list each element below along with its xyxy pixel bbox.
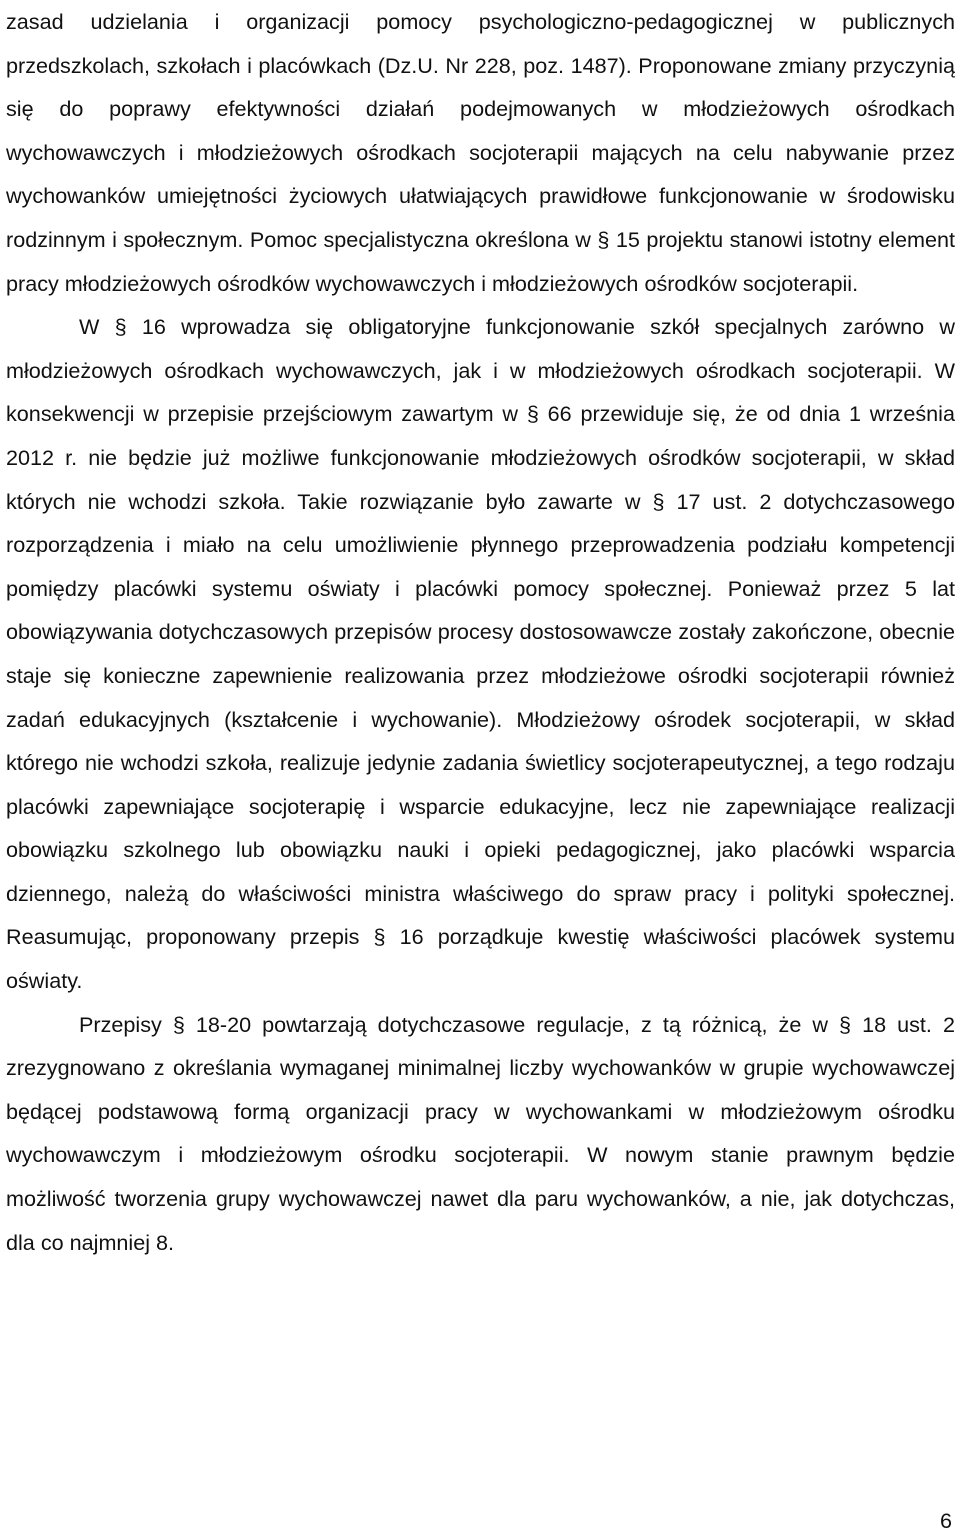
page-number: 6 bbox=[939, 1508, 952, 1533]
paragraph-3: Przepisy § 18-20 powtarzają dotychczasowe regulacje, z tą różnicą, że w § 18 ust. 2 zrezygnowano z określania wymaganej minimalnej liczby wychowanków w grupie wychowawczej będącej podstawową formą organizacji pracy w wychowankami w młodzieżowym ośrodku wychowawczym i młodzieżowym ośrodku socjoterapii. W nowym stanie prawnym będzie możliwość tworzenia grupy wychowawczej nawet dla paru wychowanków, a nie, jak dotychczas, dla co najmniej 8. bbox=[6, 1011, 955, 1255]
paragraph-1: zasad udzielania i organizacji pomocy psychologiczno-pedagogicznej w publicznych przedszkolach, szkołach i placówkach (Dz.U. Nr 228, poz. 1487). Proponowane zmiany przyczynią się do poprawy efektywności działań podejmowanych w młodzieżowych ośrodkach wychowawczych i młodzieżowych ośrodkach socjoterapii mających na celu nabywanie przez wychowanków umiejętności życiowych ułatwiających prawidłowe funkcjonowanie w środowisku rodzinnym i społecznym. Pomoc specjalistyczna określona w § 15 projektu stanowi istotny element pracy młodzieżowych ośrodków wychowawczych i młodzieżowych ośrodków socjoterapii. bbox=[6, 9, 955, 296]
document-page bbox=[6, 0, 955, 1264]
paragraph-2: W § 16 wprowadza się obligatoryjne funkcjonowanie szkół specjalnych zarówno w młodzieżowych ośrodkach wychowawczych, jak i w młodzieżowych ośrodkach socjoterapii. W konsekwencji w przepisie przejściowym zawartym w § 66 przewiduje się, że od dnia 1 września 2012 r. nie będzie już możliwe funkcjonowanie młodzieżowych ośrodków socjoterapii, w skład których nie wchodzi szkoła. Takie rozwiązanie było zawarte w § 17 ust. 2 dotychczasowego rozporządzenia i miało na celu umożliwienie płynnego przeprowadzenia podziału kompetencji pomiędzy placówki systemu oświaty i placówki pomocy społecznej. Ponieważ przez 5 lat obowiązywania dotychczasowych przepisów procesy dostosowawcze zostały zakończone, obecnie staje się konieczne zapewnienie realizowania przez młodzieżowe ośrodki socjoterapii również zadań edukacyjnych (kształcenie i wychowanie). Młodzieżowy ośrodek socjoterapii, w skład którego nie wchodzi szkoła, realizuje jedynie zadania świetlicy socjoterapeutycznej, a tego rodzaju placówki zapewniające socjoterapię i wsparcie edukacyjne, lecz nie zapewniające realizacji obowiązku szkolnego lub obowiązku nauki i opieki pedagogicznej, jako placówki wsparcia dziennego, należą do właściwości ministra właściwego do spraw pracy i polityki społecznej. Reasumując, proponowany przepis § 16 porządkuje kwestię właściwości placówek systemu oświaty. bbox=[6, 314, 955, 994]
